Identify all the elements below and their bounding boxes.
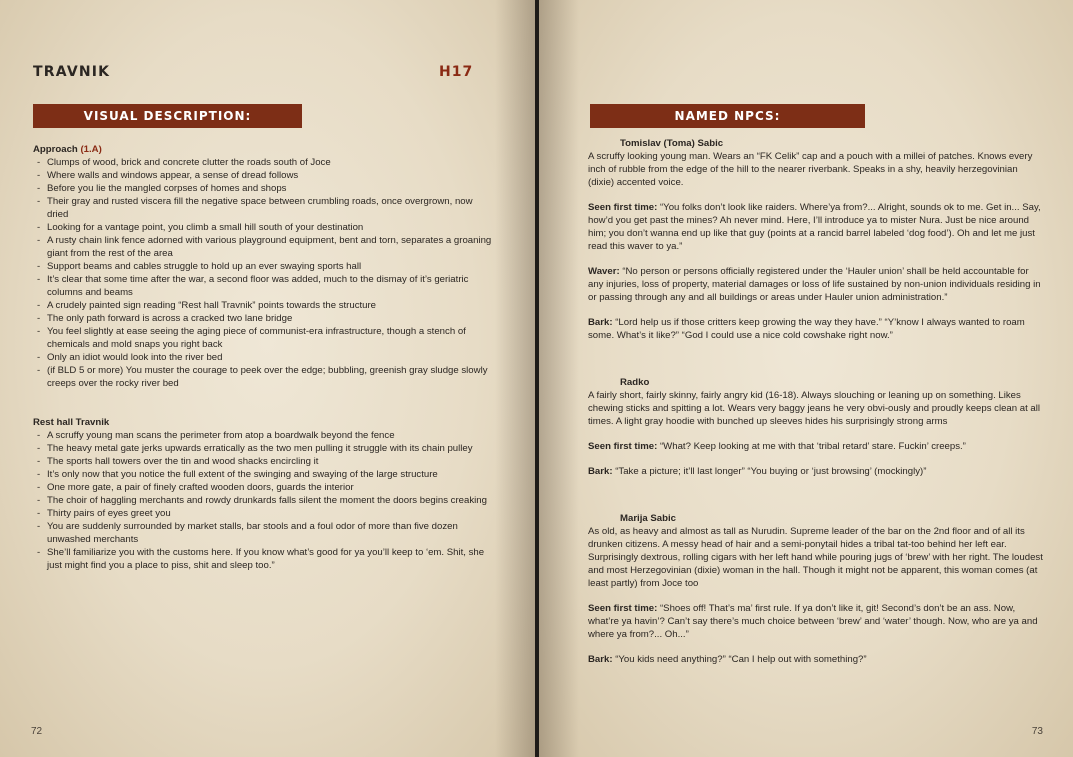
list-item: - The heavy metal gate jerks upwards erratically as the two men pulling it struggle with its chain pulley [33,442,493,455]
list-item: - Only an idiot would look into the river bed [33,351,493,364]
entry-text: “Take a picture; it’ll last longer” “You buying or ‘just browsing’ (mockingly)” [615,466,927,477]
list-item: - The only path forward is across a cracked two lane bridge [33,312,493,325]
npc-entry [588,465,1044,478]
visual-description-banner: VISUAL DESCRIPTION: [33,104,302,128]
location-code: H17 [439,64,474,80]
entry-label: Seen first time: [588,603,658,614]
npc-description: A scruffy looking young man. Wears an “FK Celik” cap and a pouch with a millei of patches. Knows every inch of rubble from the edge of the hill to the nearer riverbank. Speaks in a shy, heavily herzegovinian (dixie) accented voice. [588,151,1033,188]
list-item: - A scruffy young man scans the perimeter from atop a boardwalk beyond the fence [33,429,493,442]
list-item: - You are suddenly surrounded by market stalls, bar stools and a foul odor of more than five dozen unwashed merchants [33,520,493,546]
npc-name: Marija Sabic [620,513,676,524]
gutter-shadow-right [539,0,579,757]
list-item: - Support beams and cables struggle to hold up an ever swaying sports hall [33,260,493,273]
entry-label: Bark: [588,317,613,328]
npc-entry [588,440,1044,453]
npc-name: Tomislav (Toma) Sabic [620,138,724,149]
section-title-text: Approach [33,144,78,155]
npc-entry [588,316,1044,342]
entry-text: “No person or persons officially registered under the ‘Hauler union’ shall be held accountable for any injuries, loss of property, material damages or loss of life sustained by non-union individuals residing in or passing through any and all buildings or areas under Hauler union administration.” [588,266,1041,303]
list-item: - One more gate, a pair of finely crafted wooden doors, guards the interior [33,481,493,494]
list-item: - The sports hall towers over the tin and wood shacks encircling it [33,455,493,468]
entry-text: “You folks don’t look like raiders. Where’ya from?... Alright, sounds ok to me. Get in... Say, how’d you get past the mines? Ah never mind. Here, I’ll introduce ya to mister Nura. Just be nice around him; you don’t wanna end up like that guy (points at a rancid barrel labeled ‘dog food’). Oh and let me just read this waver to ya.” [588,202,1041,252]
npc-entry [588,265,1044,304]
entry-label: Seen first time: [588,202,658,213]
list-item: - Where walls and windows appear, a sense of dread follows [33,169,493,182]
npc-radko [588,376,1044,478]
npc-entry [588,653,1044,666]
entry-text: “What? Keep looking at me with that ‘tribal retard’ stare. Fuckin’ creeps.” [659,441,966,452]
chapter-title: TRAVNIK [33,64,111,80]
section-title-approach [33,143,493,156]
npc-content [588,137,1044,680]
list-item: - Thirty pairs of eyes greet you [33,507,493,520]
npc-marija [588,512,1044,666]
npc-description: As old, as heavy and almost as tall as Nurudin. Supreme leader of the bar on the 2nd floor and of all its drunken citizens. A messy head of hair and a semi-ponytail hides a tribal tat-too behind her left ear. Surprisingly dextrous, rolling cigars with her left hand while pouring jugs of ‘brew’ with her right. The loudest and most Herzegovinian (dixie) woman in the hall. Though it might not be apparent, this woman comes (at least partly) from Joce too [588,526,1043,589]
rest-hall-list [33,429,493,572]
entry-text: “You kids need anything?” “Can I help out with something?” [615,654,867,665]
npc-toma [588,137,1044,342]
list-item: - Before you lie the mangled corpses of homes and shops [33,182,493,195]
list-item: - You feel slightly at ease seeing the aging piece of communist-era infrastructure, though a stench of chemicals and mold snaps you right back [33,325,493,351]
list-item: - Clumps of wood, brick and concrete clutter the roads south of Joce [33,156,493,169]
visual-description-content [33,143,493,572]
list-item: - She’ll familiarize you with the customs here. If you know what’s good for ya you’ll keep to ‘em. Shit, she just might find you a place to piss, shit and sleep too.” [33,546,493,572]
entry-label: Waver: [588,266,620,277]
page-number-left: 72 [31,726,43,737]
section-title-rest-hall [33,416,493,429]
entry-label: Seen first time: [588,441,658,452]
section-ref: (1.A) [80,144,102,155]
npc-description: A fairly short, fairly skinny, fairly angry kid (16-18). Always slouching or leaning up on something. Likes chewing sticks and spitting a lot. Wears very baggy jeans he very obvi-ously and proudly keeps clean at all times. A light gray hoodie with bunched up sleeves hides his surprisingly strong arms [588,390,1041,427]
entry-text: “Shoes off! That’s ma’ first rule. If ya don’t like it, git! Second’s don’t be an ass. Now, what’re ya havin’? Can’t say there’s much choice between ‘brew’ and ‘water’ though. Now, who are ya and where ya from?... Oh...” [588,603,1038,640]
list-item: - The choir of haggling merchants and rowdy drunkards falls silent the moment the doors begins creaking [33,494,493,507]
list-item: - A rusty chain link fence adorned with various playground equipment, bent and torn, separates a groaning giant from the rest of the area [33,234,493,260]
list-item: - Looking for a vantage point, you climb a small hill south of your destination [33,221,493,234]
npc-entry [588,602,1044,641]
named-npcs-banner: NAMED NPCS: [590,104,865,128]
npc-name: Radko [620,377,650,388]
gutter-shadow-left [495,0,535,757]
approach-list [33,156,493,390]
left-page [0,0,535,757]
entry-label: Bark: [588,466,613,477]
entry-label: Bark: [588,654,613,665]
entry-text: “Lord help us if those critters keep growing the way they have.” “Y’know I always wanted to roam some. What’s it like?” “God I could use a nice cold cowshake right now.” [588,317,1025,341]
section-title-text: Rest hall Travnik [33,417,110,428]
right-page [539,0,1073,757]
list-item: - (if BLD 5 or more) You muster the courage to peek over the edge; bubbling, greenish gray sludge slowly creeps over the rocky river bed [33,364,493,390]
page-number-right: 73 [1031,726,1043,737]
list-item: - It’s only now that you notice the full extent of the swinging and swaying of the large structure [33,468,493,481]
list-item: - A crudely painted sign reading “Rest hall Travnik” points towards the structure [33,299,493,312]
list-item: - Their gray and rusted viscera fill the negative space between crumbling roads, once overgrown, now dried [33,195,493,221]
npc-entry [588,201,1044,253]
list-item: - It’s clear that some time after the war, a second floor was added, much to the dismay of it’s geriatric columns and beams [33,273,493,299]
